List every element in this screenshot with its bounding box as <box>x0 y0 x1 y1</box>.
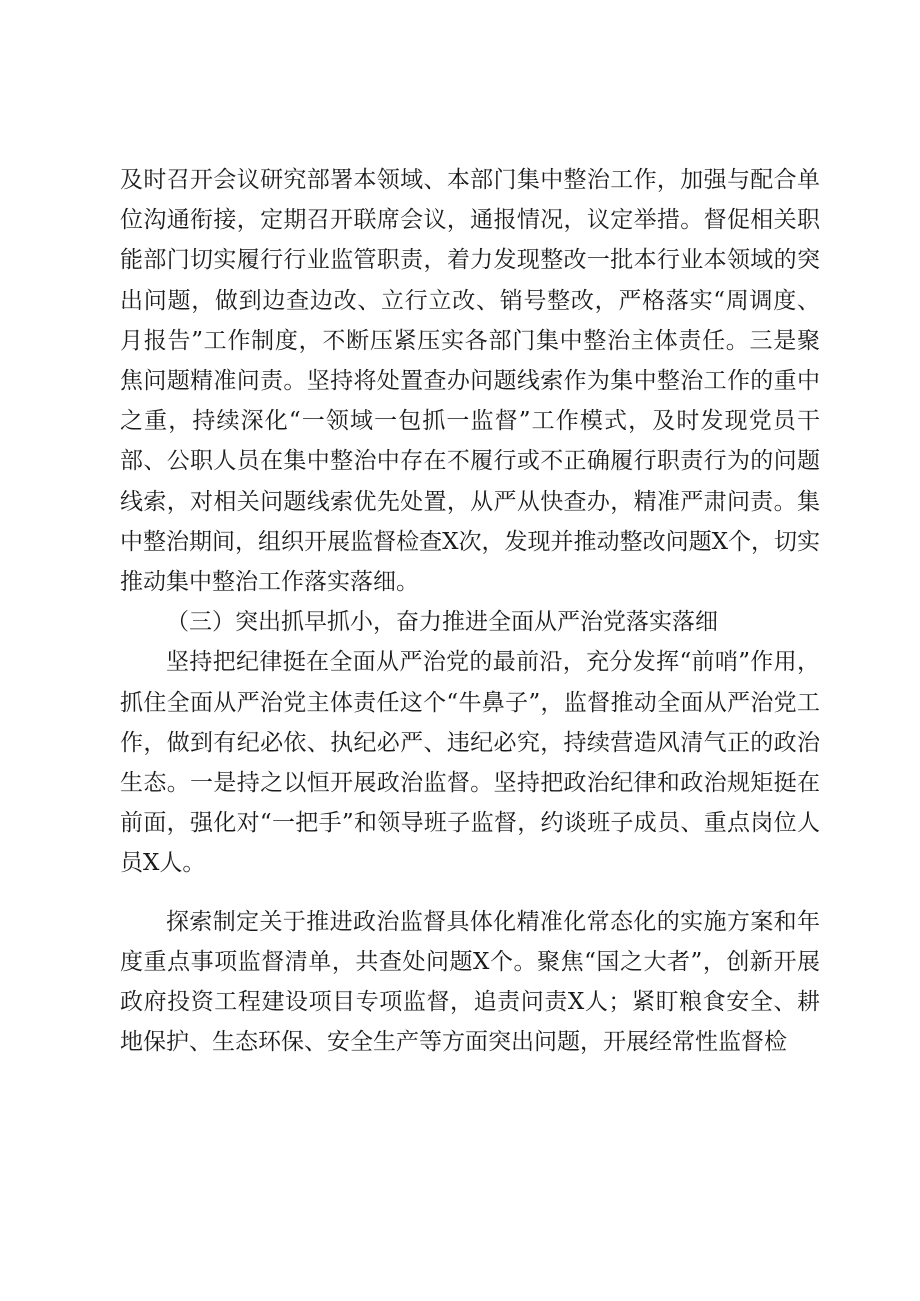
document-body <box>120 160 820 1062</box>
paragraph-continuation: 及时召开会议研究部署本领域、本部门集中整治工作，加强与配合单位沟通衔接，定期召开联席会议，通报情况，议定举措。督促相关职能部门切实履行行业监管职责，着力发现整改一批本行业本领域的突出问题，做到边查边改、立行立改、销号整改，严格落实“周调度、月报告”工作制度，不断压紧压实各部门集中整治主体责任。三是聚焦问题精准问责。坚持将处置查办问题线索作为集中整治工作的重中之重，持续深化“一领域一包抓一监督”工作模式，及时发现党员干部、公职人员在集中整治中存在不履行或不正确履行职责行为的问题线索，对相关问题线索优先处置，从严从快查办，精准严肃问责。集中整治期间，组织开展监督检查X次，发现并推动整改问题X个，切实推动集中整治工作落实落细。 <box>120 167 820 596</box>
paragraph-body: 坚持把纪律挺在全面从严治党的最前沿，充分发挥“前哨”作用，抓住全面从严治党主体责任这个“牛鼻子”，监督推动全面从严治党工作，做到有纪必依、执纪必严、违纪必究，持续营造风清气正的政治生态。一是持之以恒开展政治监督。坚持把政治纪律和政治规矩挺在前面，强化对“一把手”和领导班子监督，约谈班子成员、重点岗位人员X人。 <box>120 649 820 877</box>
paragraph-body: 探索制定关于推进政治监督具体化精准化常态化的实施方案和年度重点事项监督清单，共查处问题X个。聚焦“国之大者”，创新开展政府投资工程建设项目专项监督，追责问责X人；紧盯粮食安全、耕地保护、生态环保、安全生产等方面突出问题，开展经常性监督检 <box>120 908 820 1056</box>
section-heading: （三）突出抓早抓小，奋力推进全面从严治党落实落细 <box>166 609 718 636</box>
